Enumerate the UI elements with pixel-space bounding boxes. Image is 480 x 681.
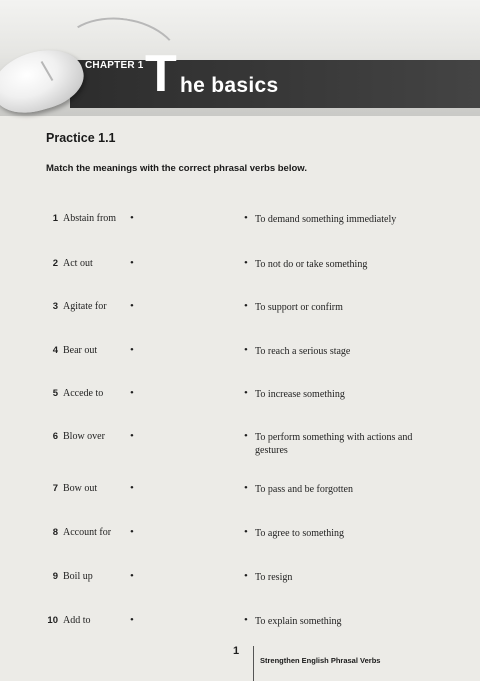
match-dot-right[interactable]: • bbox=[244, 430, 248, 442]
meaning-text: To increase something bbox=[255, 389, 345, 400]
match-dot-left[interactable]: • bbox=[130, 430, 134, 442]
phrasal-verb: Account for bbox=[63, 527, 112, 538]
meaning-text: To reach a serious stage bbox=[255, 346, 351, 357]
match-dot-left[interactable]: • bbox=[130, 212, 134, 224]
phrasal-verb: Boil up bbox=[63, 571, 93, 582]
footer-divider bbox=[253, 646, 254, 681]
match-dot-left[interactable]: • bbox=[130, 344, 134, 356]
match-dot-right[interactable]: • bbox=[244, 614, 248, 626]
match-dot-left[interactable]: • bbox=[130, 300, 134, 312]
list-item bbox=[0, 345, 480, 365]
practice-heading: Practice 1.1 bbox=[46, 131, 116, 145]
meaning-text: To explain something bbox=[255, 616, 342, 627]
item-number: 4 bbox=[52, 345, 58, 356]
item-number: 7 bbox=[52, 483, 58, 494]
phrasal-verb: Bow out bbox=[63, 483, 98, 494]
chapter-title: he basics bbox=[180, 74, 279, 97]
practice-instruction: Match the meanings with the correct phrasal verbs below. bbox=[46, 163, 307, 174]
page-number: 1 bbox=[233, 645, 240, 657]
phrasal-verb: Act out bbox=[63, 258, 93, 269]
item-number: 8 bbox=[52, 527, 58, 538]
match-dot-left[interactable]: • bbox=[130, 257, 134, 269]
list-item bbox=[0, 430, 480, 456]
meaning-text: To agree to something bbox=[255, 528, 344, 539]
list-item bbox=[0, 483, 480, 503]
match-dot-left[interactable]: • bbox=[130, 482, 134, 494]
meaning-text: To not do or take something bbox=[255, 259, 368, 270]
match-dot-right[interactable]: • bbox=[244, 300, 248, 312]
match-dot-right[interactable]: • bbox=[244, 344, 248, 356]
phrasal-verb: Agitate for bbox=[63, 301, 107, 312]
list-item bbox=[0, 213, 480, 233]
phrasal-verb: Bear out bbox=[63, 345, 98, 356]
item-number: 3 bbox=[52, 301, 58, 312]
meaning-text: To resign bbox=[255, 572, 293, 583]
list-item bbox=[0, 571, 480, 591]
match-dot-left[interactable]: • bbox=[130, 570, 134, 582]
list-item bbox=[0, 388, 480, 408]
phrasal-verb: Accede to bbox=[63, 388, 104, 399]
match-dot-right[interactable]: • bbox=[244, 570, 248, 582]
meaning-text: To pass and be forgotten bbox=[255, 484, 353, 495]
chapter-header bbox=[0, 0, 480, 116]
meaning-text: To demand something immediately bbox=[255, 214, 397, 225]
book-title: Strengthen English Phrasal Verbs bbox=[260, 656, 381, 665]
item-number: 9 bbox=[52, 571, 58, 582]
item-number: 1 bbox=[52, 213, 58, 224]
item-number: 6 bbox=[52, 431, 58, 442]
list-item bbox=[0, 615, 480, 635]
item-number: 10 bbox=[47, 615, 58, 626]
list-item bbox=[0, 258, 480, 278]
phrasal-verb: Blow over bbox=[63, 431, 105, 442]
match-dot-right[interactable]: • bbox=[244, 212, 248, 224]
match-dot-right[interactable]: • bbox=[244, 257, 248, 269]
chapter-title-initial: T bbox=[145, 45, 177, 103]
list-item bbox=[0, 527, 480, 547]
chapter-label: CHAPTER 1 bbox=[85, 60, 144, 71]
match-dot-right[interactable]: • bbox=[244, 387, 248, 399]
match-dot-right[interactable]: • bbox=[244, 526, 248, 538]
meaning-text: To support or confirm bbox=[255, 302, 343, 313]
phrasal-verb: Abstain from bbox=[63, 213, 117, 224]
match-dot-left[interactable]: • bbox=[130, 614, 134, 626]
match-dot-left[interactable]: • bbox=[130, 387, 134, 399]
phrasal-verb: Add to bbox=[63, 615, 91, 626]
match-dot-left[interactable]: • bbox=[130, 526, 134, 538]
match-dot-right[interactable]: • bbox=[244, 482, 248, 494]
item-number: 2 bbox=[52, 258, 58, 269]
meaning-text: To perform something with actions and gestures bbox=[255, 432, 413, 456]
list-item bbox=[0, 301, 480, 321]
item-number: 5 bbox=[52, 388, 58, 399]
